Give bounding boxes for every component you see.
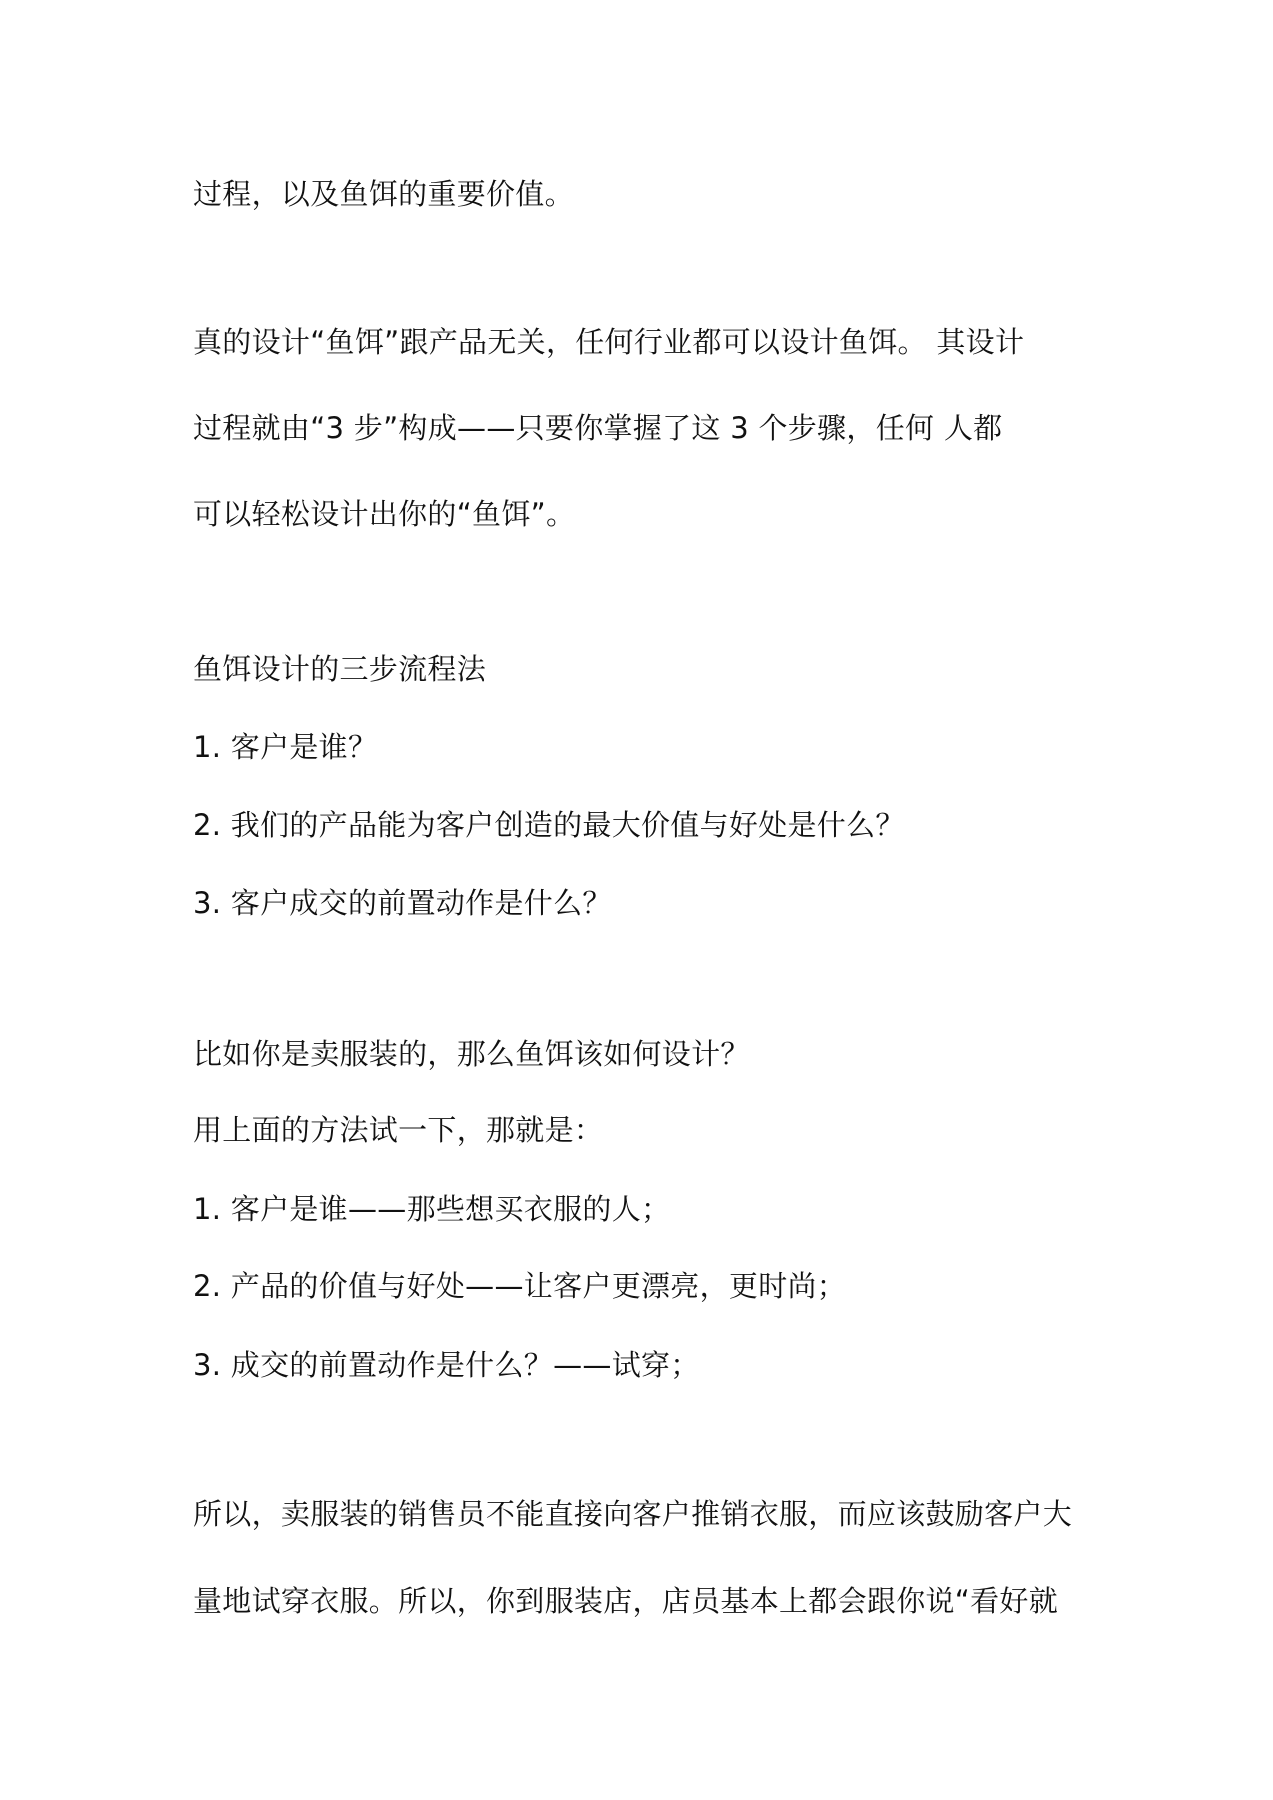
section-heading: 鱼饵设计的三步流程法 xyxy=(193,652,487,686)
conclusion-line-1: 所以，卖服装的销售员不能直接向客户推销衣服，而应该鼓励客户大 xyxy=(193,1497,1073,1531)
paragraph-bait-line-1: 真的设计“鱼饵”跟产品无关，任何行业都可以设计鱼饵。 其设计 xyxy=(193,325,1025,359)
example-list-item-3: 3. 成交的前置动作是什么？——试穿； xyxy=(193,1348,700,1382)
paragraph-intro-line: 过程，以及鱼饵的重要价值。 xyxy=(193,177,574,211)
paragraph-bait-line-3: 可以轻松设计出你的“鱼饵”。 xyxy=(193,497,576,531)
conclusion-line-2: 量地试穿衣服。所以，你到服装店，店员基本上都会跟你说“看好就 xyxy=(193,1584,1059,1618)
example-list-item-2: 2. 产品的价值与好处——让客户更漂亮，更时尚； xyxy=(193,1269,847,1303)
example-question: 比如你是卖服装的，那么鱼饵该如何设计？ xyxy=(193,1037,750,1071)
paragraph-bait-line-2: 过程就由“3 步”构成——只要你掌握了这 3 个步骤，任何 人都 xyxy=(193,411,1003,445)
example-list-item-1: 1. 客户是谁——那些想买衣服的人； xyxy=(193,1192,671,1226)
step-list-item-2: 2. 我们的产品能为客户创造的最大价值与好处是什么？ xyxy=(193,808,905,842)
example-intro: 用上面的方法试一下，那就是： xyxy=(193,1113,604,1147)
step-list-item-1: 1. 客户是谁？ xyxy=(193,730,378,764)
step-list-item-3: 3. 客户成交的前置动作是什么？ xyxy=(193,886,612,920)
